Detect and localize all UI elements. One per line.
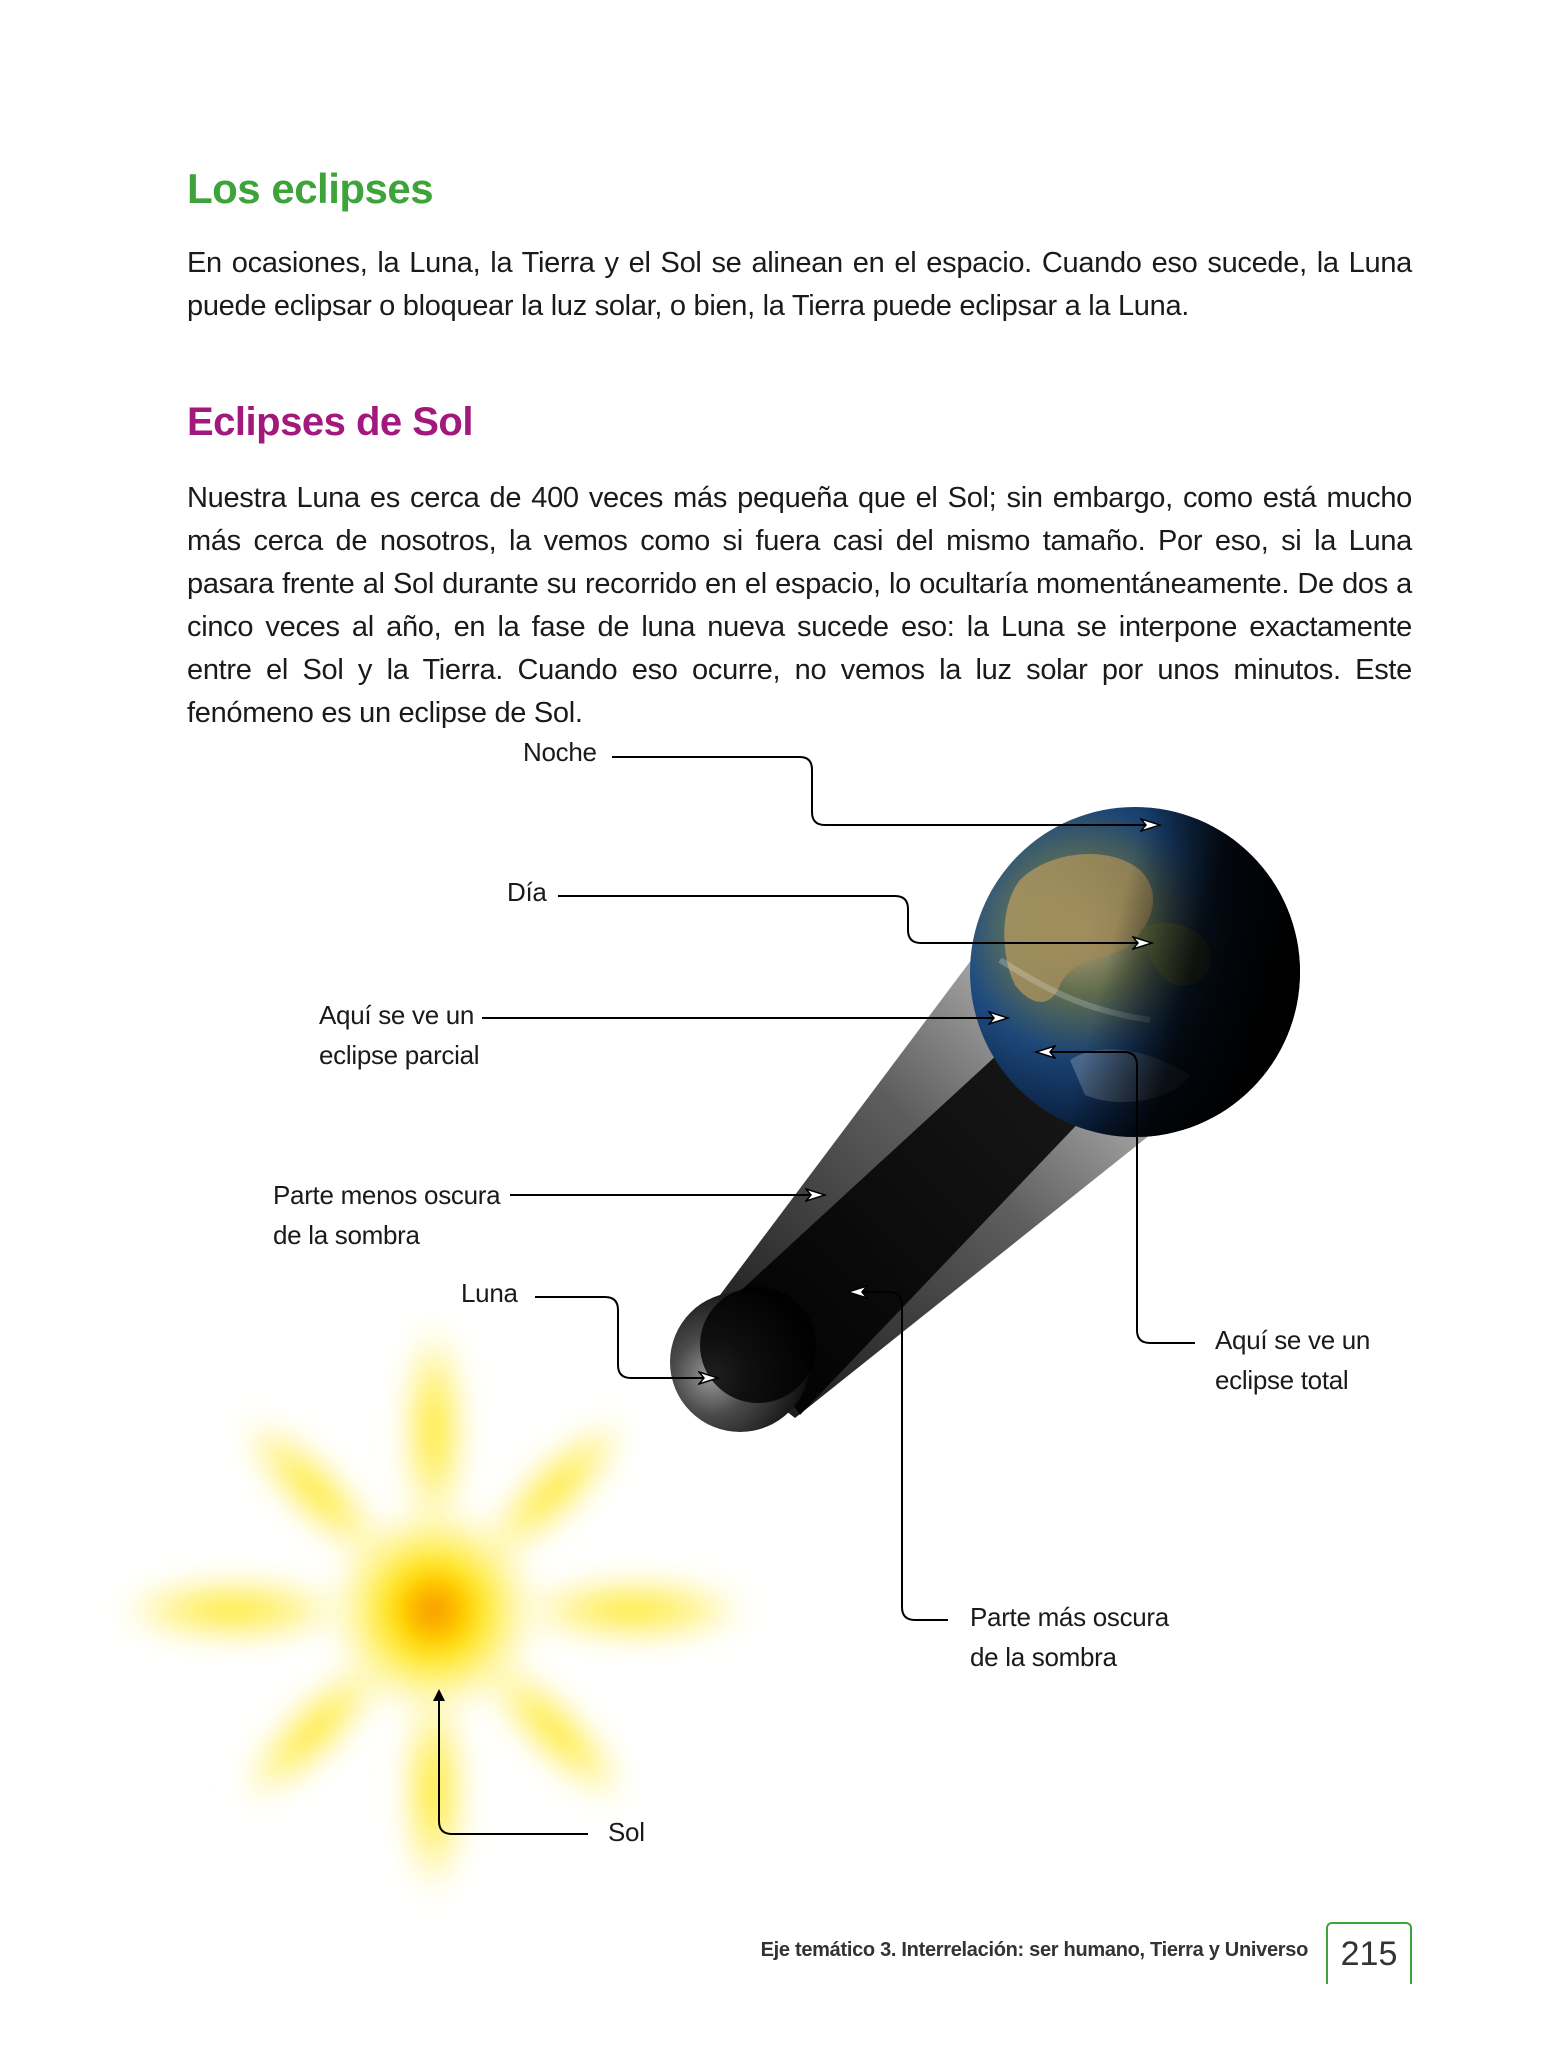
section-title: Los eclipses (187, 165, 434, 212)
label-eclipse-total (1215, 1320, 1370, 1400)
label-parte-mas-oscura (970, 1597, 1169, 1677)
subsection-title: Eclipses de Sol (187, 400, 473, 444)
label-parte-mas-oscura-line2: de la sombra (970, 1642, 1117, 1672)
label-sol: Sol (608, 1817, 645, 1847)
label-parte-menos-oscura (273, 1175, 500, 1255)
label-eclipse-parcial-line2: eclipse parcial (319, 1040, 480, 1070)
label-eclipse-parcial (319, 995, 479, 1075)
label-noche: Noche (523, 737, 597, 767)
label-eclipse-total-line2: eclipse total (1215, 1365, 1349, 1395)
intro-paragraph: En ocasiones, la Luna, la Tierra y el Sol se alinean en el espacio. Cuando eso sucede, la Luna puede eclipsar o bloquear la luz solar, o bien, la Tierra puede eclipsar a la Luna. (187, 247, 1412, 322)
solar-eclipse-paragraph: Nuestra Luna es cerca de 400 veces más pequeña que el Sol; sin embargo, como está mucho más cerca de nosotros, la vemos como si fuera casi del mismo tamaño. Por eso, si la Luna pasara frente al Sol durante su recorrido en el espacio, lo ocultaría momentáneamente. De dos a cinco veces al año, en la fase de luna nueva sucede eso: la Luna se interpone exactamente entre el Sol y la Tierra. Cuando eso ocurre, no vemos la luz solar por unos minutos. Este fenómeno es un eclipse de Sol. (187, 482, 1412, 729)
label-parte-menos-oscura-line1: Parte menos oscura (273, 1180, 501, 1210)
label-eclipse-parcial-line1: Aquí se ve un (319, 1000, 475, 1030)
label-parte-mas-oscura-line1: Parte más oscura (970, 1602, 1169, 1632)
page-number: 215 (1326, 1922, 1412, 1984)
callout-noche (612, 757, 1160, 825)
label-eclipse-total-line1: Aquí se ve un (1215, 1325, 1371, 1355)
earth-illustration (970, 807, 1300, 1137)
footer-axis-text: Eje temático 3. Interrelación: ser humano, Tierra y Universo (760, 1939, 1308, 1961)
label-parte-menos-oscura-line2: de la sombra (273, 1220, 420, 1250)
sun-illustration (104, 1310, 764, 1910)
label-luna: Luna (461, 1278, 518, 1308)
label-dia: Día (507, 877, 547, 907)
